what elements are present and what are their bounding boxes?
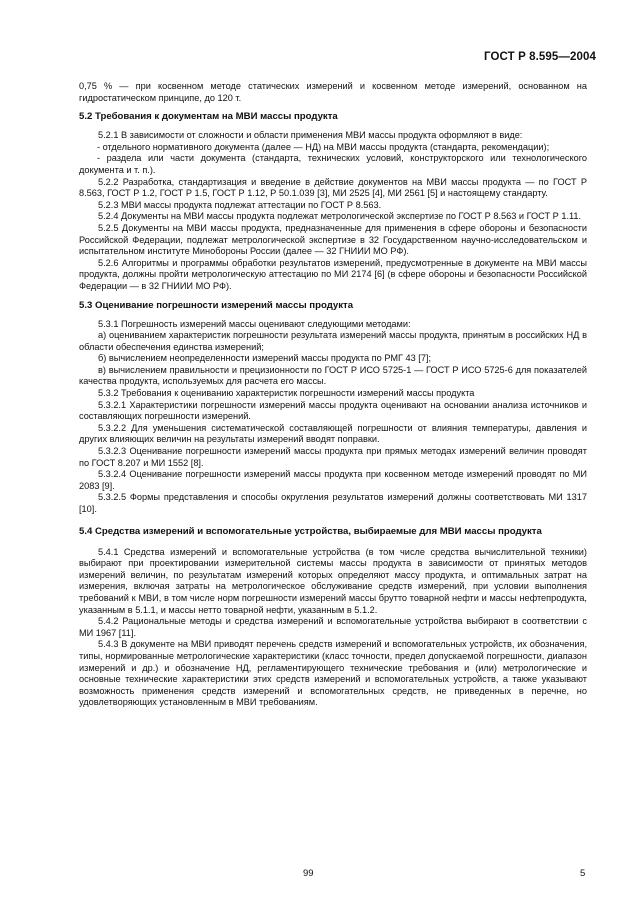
section-5-3-title: 5.3 Оценивание погрешности измерений массы продукта: [79, 299, 354, 311]
list-item-v: в) вычислением правильности и прецизионности по ГОСТ Р ИСО 5725-1 — ГОСТ Р ИСО 5725-6 для показателей качества продукта, используемых для расчета его массы.: [79, 364, 587, 387]
paragraph-5-2-3: 5.2.3 МВИ массы продукта подлежат аттестации по ГОСТ Р 8.563.: [98, 199, 382, 210]
document-standard-code: ГОСТ Р 8.595—2004: [484, 51, 596, 63]
paragraph-accuracy-note: 0,75 % — при косвенном методе статических измерений и косвенном методе измерений, основанном на гидростатическом принципе, до 120 т.: [79, 81, 587, 103]
sheet-number: 5: [580, 868, 586, 879]
paragraph-5-3-2-5: 5.3.2.5 Формы представления и способы округления результатов измерений должны соответствовать МИ 1317 [10].: [79, 492, 587, 514]
paragraph-5-3-2: 5.3.2 Требования к оцениванию характеристик погрешности измерений массы продукта: [98, 388, 475, 399]
paragraph-5-3-2-4: 5.3.2.4 Оценивание погрешности измерений массы продукта при косвенном методе измерений проводят по МИ 2083 [9].: [79, 469, 587, 491]
paragraph-5-3-1: 5.3.1 Погрешность измерений массы оценивают следующими методами:: [98, 318, 411, 329]
paragraph-5-3-2-1: 5.3.2.1 Характеристики погрешности измерений массы продукта оценивают на основании анализа источников и составляющих погрешности измерений.: [79, 399, 587, 422]
paragraph-5-2-6: 5.2.6 Алгоритмы и программы обработки результатов измерений, предусмотренные в документе на МВИ массы продукта, должны пройти метрологическую аттестацию по МИ 2174 [6] (в сфере обороны и безопасности Российской Федерации — в 32 ГНИИИ МО РФ).: [79, 257, 587, 291]
paragraph-5-3-2-2: 5.3.2.2 Для уменьшения систематической составляющей погрешности от влияния температуры, давления и других влияющих величин на результаты измерений вводят поправки.: [79, 422, 587, 445]
list-item-b: б) вычислением неопределенности измерений массы продукта по РМГ 43 [7];: [98, 353, 432, 364]
paragraph-5-4-3: 5.4.3 В документе на МВИ приводят перечень средств измерений и вспомогательных устройств, их обозначения, типы, нормированные метрологические характеристики (класс точности, предел допускаемой погрешности, диапазон измерений и др.) и обозначение НД, регламентирующего технические требования и (или) метрологические и основные технические характеристики этих средств измерений и вспомогательных устройств, а также указывают возможность применения средств измерений и вспомогательных средств, не приведенных в перечне, но удовлетворяющих установленным в МВИ требованиям.: [79, 639, 587, 708]
document-body: [79, 81, 587, 709]
paragraph-5-2-5: 5.2.5 Документы на МВИ массы продукта, предназначенные для применения в сфере обороны и безопасности Российской Федерации, подлежат метрологической экспертизе в 32 Государственном научно-исследовательском и испытательном институте Минобороны России (далее — 32 ГНИИИ МО РФ).: [79, 222, 587, 257]
page-number: 99: [303, 868, 314, 879]
paragraph-5-2-4: 5.2.4 Документы на МВИ массы продукта подлежат метрологической экспертизе по ГОСТ Р 8.563 и ГОСТ Р 1.11.: [98, 211, 582, 222]
list-item-a: а) оцениванием характеристик погрешности результата измерений массы продукта, принятым в российских НД в области обеспечения единства измерений;: [79, 330, 587, 352]
paragraph-5-4-2: 5.4.2 Рациональные методы и средства измерений и вспомогательные устройства выбирают в соответствии с МИ 1967 [11].: [79, 616, 587, 638]
list-item-section: - раздела или части документа (стандарта, технических условий, конструкторского или технологического документа и т. п.).: [79, 153, 587, 175]
paragraph-5-2-2: 5.2.2 Разработка, стандартизация и введение в действие документов на МВИ массы продукта — по ГОСТ Р 8.563, ГОСТ Р 1.2, ГОСТ Р 1.5, ГОСТ Р 1.12, Р 50.1.039 [3], МИ 2525 [4], МИ 2561 [5] и настоящему стандарту.: [79, 176, 587, 199]
section-5-2-title: 5.2 Требования к документам на МВИ массы продукта: [79, 111, 338, 123]
list-item-nd: - отдельного нормативного документа (далее — НД) на МВИ массы продукта (стандарта, рекомендации);: [97, 141, 550, 152]
paragraph-5-2-1: 5.2.1 В зависимости от сложности и области применения МВИ массы продукта оформляют в виде:: [98, 130, 523, 141]
paragraph-5-4-1: 5.4.1 Средства измерений и вспомогательные устройства (в том числе средства вычислительной техники) выбирают при проектировании измерительной системы массы продукта в зависимости от принятых методов измерений величин, по результатам измерений которых определяют массу продукта, и оптимальных затрат на измерения, включая затраты на метрологическое обслуживание средств измерений, при условии выполнения требований к МВИ, в том числе норм погрешности измерений массы брутто товарной нефти и массы нефтепродукта, указанным в 5.1.1, и массы нетто товарной нефти, указанным в 5.1.2.: [79, 546, 587, 615]
section-5-4-title: 5.4 Средства измерений и вспомогательные устройства, выбираемые для МВИ массы продукта: [79, 525, 542, 537]
paragraph-5-3-2-3: 5.3.2.3 Оценивание погрешности измерений массы продукта при прямых методах измерений величин проводят по ГОСТ 8.207 и МИ 1552 [8].: [79, 446, 587, 468]
